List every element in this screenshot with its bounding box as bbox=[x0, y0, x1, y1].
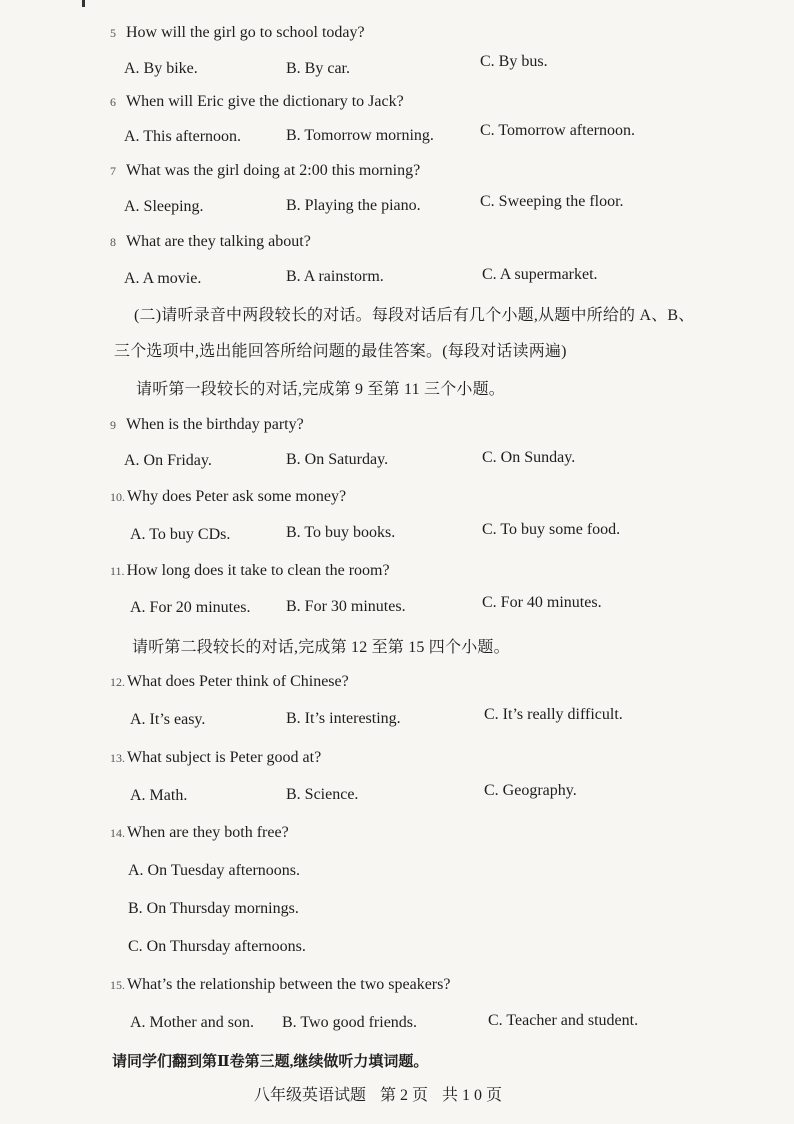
option-b: B. Tomorrow morning. bbox=[286, 127, 434, 144]
question-text: When are they both free? bbox=[127, 824, 289, 841]
question-number: 15. bbox=[110, 978, 125, 992]
question-text: Why does Peter ask some money? bbox=[127, 488, 347, 505]
option-a: A. For 20 minutes. bbox=[130, 599, 251, 616]
question-9 bbox=[110, 416, 304, 434]
option-a: A. This afternoon. bbox=[124, 128, 242, 145]
page-footer bbox=[254, 1082, 516, 1105]
dialog1-instruction: 请听第一段较长的对话,完成第 9 至第 11 三个小题。 bbox=[136, 381, 506, 398]
option-b: B. Science. bbox=[286, 786, 359, 803]
option-c: C. A supermarket. bbox=[482, 266, 598, 283]
question-text: How will the girl go to school today? bbox=[126, 24, 365, 41]
option-c: C. By bus. bbox=[480, 53, 548, 70]
question-10 bbox=[110, 488, 346, 506]
option-b: B. It’s interesting. bbox=[286, 710, 401, 727]
option-a: A. A movie. bbox=[124, 270, 202, 287]
question-number: 7 bbox=[110, 164, 116, 178]
question-text: What are they talking about? bbox=[126, 233, 311, 250]
option-a: A. Math. bbox=[130, 787, 188, 804]
option-b: B. Two good friends. bbox=[282, 1014, 418, 1031]
section-instruction-line1: (二)请听录音中两段较长的对话。每段对话后有几个小题,从题中所给的 A、B、 bbox=[134, 307, 695, 324]
question-text: When will Eric give the dictionary to Jack? bbox=[126, 93, 404, 110]
option-c: C. Sweeping the floor. bbox=[480, 193, 624, 210]
scan-edge-mark bbox=[82, 0, 85, 7]
question-14 bbox=[110, 824, 289, 842]
question-text: What subject is Peter good at? bbox=[127, 749, 322, 766]
question-text: What does Peter think of Chinese? bbox=[127, 673, 349, 690]
option-b: B. On Saturday. bbox=[286, 451, 389, 468]
option-c: C. On Thursday afternoons. bbox=[128, 938, 306, 955]
option-a: A. Sleeping. bbox=[124, 198, 204, 215]
question-6 bbox=[110, 93, 404, 111]
option-c: C. To buy some food. bbox=[482, 521, 621, 538]
section-instruction-line2: 三个选项中,选出能回答所给问题的最佳答案。(每段对话读两遍) bbox=[114, 343, 567, 360]
question-text: When is the birthday party? bbox=[126, 416, 304, 433]
option-a: A. On Friday. bbox=[124, 452, 212, 469]
question-number: 14. bbox=[110, 826, 125, 840]
question-11 bbox=[110, 562, 390, 580]
footer-page: 第 2 页 bbox=[380, 1087, 429, 1104]
option-b: B. To buy books. bbox=[286, 524, 396, 541]
option-a: A. By bike. bbox=[124, 60, 198, 77]
question-7 bbox=[110, 162, 420, 180]
option-a: A. On Tuesday afternoons. bbox=[128, 862, 300, 879]
option-c: C. Tomorrow afternoon. bbox=[480, 122, 635, 139]
option-b: B. For 30 minutes. bbox=[286, 598, 406, 615]
question-number: 13. bbox=[110, 751, 125, 765]
option-b: B. On Thursday mornings. bbox=[128, 900, 299, 917]
question-text: What’s the relationship between the two speakers? bbox=[127, 976, 451, 993]
option-c: C. Teacher and student. bbox=[488, 1012, 639, 1029]
question-number: 8 bbox=[110, 235, 116, 249]
question-13 bbox=[110, 749, 321, 767]
question-number: 12. bbox=[110, 675, 125, 689]
option-a: A. To buy CDs. bbox=[130, 526, 231, 543]
question-number: 6 bbox=[110, 95, 116, 109]
question-number: 5 bbox=[110, 26, 116, 40]
option-a: A. It’s easy. bbox=[130, 711, 206, 728]
dialog2-instruction: 请听第二段较长的对话,完成第 12 至第 15 四个小题。 bbox=[132, 639, 510, 656]
question-5 bbox=[110, 24, 365, 42]
footer-total: 共 1 0 页 bbox=[442, 1087, 503, 1104]
option-c: C. For 40 minutes. bbox=[482, 594, 602, 611]
question-15 bbox=[110, 976, 450, 994]
question-number: 10. bbox=[110, 490, 125, 504]
option-c: C. Geography. bbox=[484, 782, 577, 799]
option-a: A. Mother and son. bbox=[130, 1014, 254, 1031]
question-number: 9 bbox=[110, 418, 116, 432]
option-b: B. By car. bbox=[286, 60, 350, 77]
option-c: C. It’s really difficult. bbox=[484, 706, 623, 723]
option-b: B. A rainstorm. bbox=[286, 268, 384, 285]
option-c: C. On Sunday. bbox=[482, 449, 576, 466]
question-text: What was the girl doing at 2:00 this morning? bbox=[126, 162, 421, 179]
question-8 bbox=[110, 233, 311, 251]
question-12 bbox=[110, 673, 349, 691]
question-number: 11. bbox=[110, 564, 125, 578]
footer-title: 八年级英语试题 bbox=[254, 1087, 367, 1104]
question-text: How long does it take to clean the room? bbox=[126, 562, 390, 579]
option-b: B. Playing the piano. bbox=[286, 197, 421, 214]
turn-page-note: 请同学们翻到第Ⅱ卷第三题,继续做听力填词题。 bbox=[112, 1054, 429, 1070]
